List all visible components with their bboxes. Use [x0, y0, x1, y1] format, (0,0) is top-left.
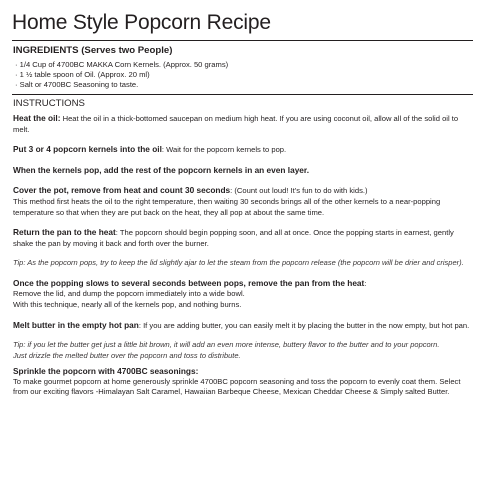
step-lead: Melt butter in the empty hot pan — [13, 319, 139, 330]
step-put-kernels — [13, 144, 473, 156]
title-divider — [12, 40, 473, 41]
step-return-pan — [13, 227, 473, 249]
step-text: : (Count out loud! It's fun to do with kids.) — [230, 186, 368, 196]
step-text: This method first heats the oil to the right temperature, then waiting 30 seconds brings all of the other kernels to a near-popping temperature so that when they are put back on the heat, they all pop at about the same time. — [13, 196, 441, 217]
step-lead: Sprinkle the popcorn with 4700BC seasonings: — [13, 365, 199, 376]
step-lead: Once the popping slows to several seconds between pops, remove the pan from the heat — [13, 277, 365, 288]
ingredient-item: · Salt or 4700BC Seasoning to taste. — [15, 80, 139, 89]
step-sprinkle — [13, 366, 473, 398]
ingredient-item: · 1 ½ table spoon of Oil. (Approx. 20 ml) — [15, 70, 150, 79]
step-lead: Cover the pot, remove from heat and count 30 seconds — [13, 185, 231, 196]
tip-text: Just drizzle the melted butter over the popcorn and toss to distribute. — [13, 350, 241, 360]
step-cover-pot — [13, 185, 473, 218]
ingredient-item: · 1/4 Cup of 4700BC MAKKA Corn Kernels. (Approx. 50 grams) — [15, 60, 229, 69]
step-lead: Heat the oil: — [13, 113, 61, 123]
ingredients-heading: INGREDIENTS (Serves two People) — [13, 45, 173, 56]
tip-text: Tip: if you let the butter get just a little bit brown, it will add an even more intense, buttery flavor to the butter and to your popcorn. — [13, 340, 440, 350]
tip-butter — [13, 340, 473, 361]
step-heat-oil — [13, 113, 473, 135]
step-lead: Return the pan to the heat — [13, 227, 116, 238]
step-kernels-pop — [13, 165, 473, 177]
step-text: With this technique, nearly all of the kernels pop, and nothing burns. — [13, 299, 242, 309]
step-text: : Wait for the popcorn kernels to pop. — [161, 145, 287, 155]
page-title: Home Style Popcorn Recipe — [12, 11, 271, 34]
step-text: : If you are adding butter, you can easily melt it by placing the butter in the now empty, but hot pan. — [138, 320, 470, 330]
step-text: Remove the lid, and dump the popcorn immediately into a wide bowl. — [13, 289, 245, 299]
step-melt-butter — [13, 320, 473, 332]
step-lead: When the kernels pop, add the rest of the popcorn kernels in an even layer. — [13, 164, 309, 175]
ingredients-list — [12, 60, 473, 90]
instructions-heading: INSTRUCTIONS — [13, 98, 85, 109]
tip-steam: Tip: As the popcorn pops, try to keep the lid slightly ajar to let the steam from the popcorn release (the popcorn will be drier and crisper). — [13, 258, 464, 268]
step-text: : — [364, 278, 367, 288]
section-divider — [12, 94, 473, 95]
step-popping-slows — [13, 278, 473, 311]
step-text: To make gourmet popcorn at home generously sprinkle 4700BC popcorn seasoning and toss the popcorn to evenly coat them. Select from our exciting flavors -Himalayan Salt Caramel, Hawaiian Barbeque Cheese, Mexican Cheddar Cheese & Simply salted Butter. — [13, 376, 461, 397]
step-text: : The popcorn should begin popping soon, and all at once. Once the popping starts in earnest, gently shake the pan by moving it back and forth over the burner. — [13, 228, 454, 248]
step-text: Heat the oil in a thick-bottomed saucepan on medium high heat. If you are using coconut oil, allow all of the solid oil to melt. — [13, 114, 459, 134]
step-lead: Put 3 or 4 popcorn kernels into the oil — [13, 144, 162, 155]
